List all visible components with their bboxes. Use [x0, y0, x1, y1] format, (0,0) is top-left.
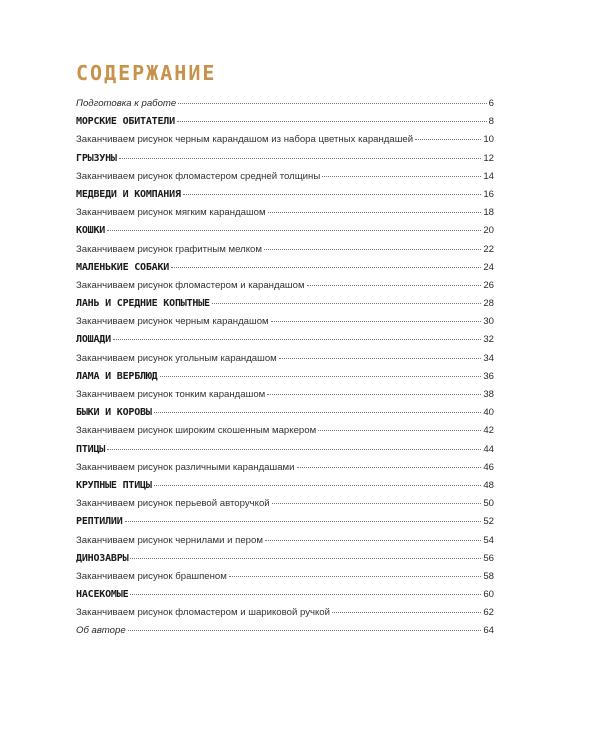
toc-entry-row[interactable] — [76, 568, 494, 586]
toc-entry-label: Заканчиваем рисунок графитным мелком — [76, 243, 262, 255]
toc-page-number: 6 — [488, 98, 494, 109]
toc-list — [76, 95, 494, 641]
toc-page-number: 28 — [483, 298, 494, 310]
toc-chapter-row[interactable] — [76, 550, 494, 568]
toc-chapter-row[interactable] — [76, 331, 494, 349]
toc-page-number: 52 — [483, 516, 494, 528]
toc-entry-label: Заканчиваем рисунок тонким карандашом — [76, 389, 266, 400]
toc-chapter-row[interactable] — [76, 513, 494, 531]
toc-page-number: 14 — [483, 170, 494, 182]
dot-leader — [160, 376, 482, 377]
toc-page-number: 26 — [483, 279, 494, 291]
toc-entry-row[interactable] — [76, 313, 494, 331]
dot-leader — [178, 103, 486, 104]
toc-chapter-row[interactable] — [76, 586, 494, 604]
toc-entry-label: Заканчиваем рисунок широким скошенным маркером — [76, 425, 317, 437]
dot-leader — [107, 449, 481, 450]
dot-leader — [171, 267, 481, 268]
toc-entry-row[interactable] — [76, 422, 494, 440]
toc-entry-label: РЕПТИЛИИ — [76, 516, 123, 528]
toc-entry-row[interactable] — [76, 459, 494, 477]
toc-entry-row[interactable] — [76, 350, 494, 368]
toc-page-number: 40 — [483, 407, 494, 419]
toc-page-number: 22 — [483, 243, 494, 255]
toc-chapter-row[interactable] — [76, 368, 494, 386]
toc-page-number: 34 — [483, 352, 494, 364]
toc-entry-label: Об авторе — [76, 625, 126, 637]
toc-page-number: 20 — [483, 225, 494, 237]
toc-chapter-row[interactable] — [76, 150, 494, 168]
toc-entry-label: МЕДВЕДИ И КОМПАНИЯ — [76, 188, 181, 200]
toc-page-number: 36 — [483, 370, 494, 382]
toc-entry-label: ЛАМА И ВЕРБЛЮД — [76, 370, 158, 382]
toc-entry-label: Заканчиваем рисунок мягким карандашом — [76, 207, 266, 219]
dot-leader — [107, 230, 481, 231]
toc-entry-label: Заканчиваем рисунок чернилами и пером — [76, 534, 263, 546]
dot-leader — [307, 285, 482, 286]
toc-entry-label: ЛОШАДИ — [76, 334, 111, 346]
toc-page-number: 18 — [483, 207, 494, 219]
toc-entry-label: Заканчиваем рисунок фломастером средней толщины — [76, 170, 321, 182]
dot-leader — [113, 339, 481, 340]
toc-page-number: 54 — [483, 534, 494, 546]
toc-entry-label: МАЛЕНЬКИЕ СОБАКИ — [76, 261, 170, 273]
toc-entry-label: Заканчиваем рисунок черным карандашом из набора цветных карандашей — [76, 134, 414, 146]
dot-leader — [332, 612, 481, 613]
dot-leader — [415, 139, 481, 140]
toc-entry-label: ЛАНЬ И СРЕДНИЕ КОПЫТНЫЕ — [76, 298, 210, 310]
toc-entry-row[interactable] — [76, 131, 494, 149]
toc-page-number: 46 — [483, 461, 494, 473]
toc-page-number: 24 — [483, 261, 494, 273]
dot-leader — [128, 630, 482, 631]
toc-page-number: 32 — [483, 334, 494, 346]
dot-leader — [229, 576, 481, 577]
toc-chapter-row[interactable] — [76, 186, 494, 204]
dot-leader — [322, 176, 481, 177]
dot-leader — [318, 430, 481, 431]
toc-entry-label: Заканчиваем рисунок фломастером и карандашом — [76, 279, 305, 291]
toc-entry-label: Заканчиваем рисунок фломастером и шариковой ручкой — [76, 607, 331, 619]
dot-leader — [265, 540, 481, 541]
toc-entry-row[interactable] — [76, 168, 494, 186]
toc-entry-row[interactable] — [76, 204, 494, 222]
toc-entry-label: ПТИЦЫ — [76, 443, 106, 455]
toc-page-number: 38 — [483, 389, 494, 400]
toc-chapter-row[interactable] — [76, 441, 494, 459]
dot-leader — [183, 194, 482, 195]
toc-entry-row[interactable] — [76, 604, 494, 622]
page-title: СОДЕРЖАНИЕ — [76, 61, 217, 85]
toc-entry-label: Заканчиваем рисунок черным карандашом — [76, 316, 269, 328]
toc-entry-row[interactable] — [76, 532, 494, 550]
toc-page-number: 64 — [483, 625, 494, 637]
dot-leader — [130, 594, 481, 595]
toc-page-number: 56 — [483, 552, 494, 564]
toc-entry-label: БЫКИ И КОРОВЫ — [76, 407, 152, 419]
toc-entry-label: Подготовка к работе — [76, 98, 177, 109]
toc-entry-label: Заканчиваем рисунок перьевой авторучкой — [76, 498, 270, 510]
dot-leader — [154, 412, 482, 413]
toc-entry-label: НАСЕКОМЫЕ — [76, 589, 129, 601]
toc-entry-row[interactable] — [76, 95, 494, 113]
dot-leader — [212, 303, 481, 304]
toc-chapter-row[interactable] — [76, 404, 494, 422]
dot-leader — [130, 558, 481, 559]
toc-page-number: 48 — [483, 479, 494, 491]
dot-leader — [264, 249, 481, 250]
toc-page — [76, 58, 494, 641]
toc-page-number: 8 — [488, 116, 494, 128]
dot-leader — [297, 467, 482, 468]
toc-page-number: 62 — [483, 607, 494, 619]
dot-leader — [267, 394, 481, 395]
dot-leader — [268, 212, 482, 213]
toc-chapter-row[interactable] — [76, 113, 494, 131]
toc-chapter-row[interactable] — [76, 295, 494, 313]
toc-page-number: 50 — [483, 498, 494, 510]
toc-entry-label: КРУПНЫЕ ПТИЦЫ — [76, 479, 152, 491]
toc-entry-row[interactable] — [76, 386, 494, 404]
dot-leader — [119, 158, 482, 159]
toc-chapter-row[interactable] — [76, 222, 494, 240]
dot-leader — [272, 503, 482, 504]
toc-entry-row[interactable] — [76, 241, 494, 259]
toc-entry-row[interactable] — [76, 277, 494, 295]
toc-page-number: 16 — [483, 188, 494, 200]
toc-page-number: 58 — [483, 570, 494, 582]
toc-page-number: 42 — [483, 425, 494, 437]
toc-entry-label: ГРЫЗУНЫ — [76, 152, 117, 164]
toc-entry-label: Заканчиваем рисунок угольным карандашом — [76, 352, 277, 364]
toc-chapter-row[interactable] — [76, 477, 494, 495]
toc-page-number: 30 — [483, 316, 494, 328]
toc-entry-label: Заканчиваем рисунок различными карандашами — [76, 461, 295, 473]
toc-page-number: 12 — [483, 152, 494, 164]
dot-leader — [271, 321, 482, 322]
toc-entry-label: КОШКИ — [76, 225, 106, 237]
toc-entry-label: МОРСКИЕ ОБИТАТЕЛИ — [76, 116, 175, 128]
dot-leader — [154, 485, 482, 486]
toc-entry-label: ДИНОЗАВРЫ — [76, 552, 129, 564]
toc-entry-row[interactable] — [76, 622, 494, 640]
dot-leader — [177, 121, 487, 122]
dot-leader — [125, 521, 482, 522]
dot-leader — [279, 358, 482, 359]
toc-chapter-row[interactable] — [76, 259, 494, 277]
toc-entry-row[interactable] — [76, 495, 494, 513]
toc-entry-label: Заканчиваем рисунок брашпеном — [76, 570, 227, 582]
toc-page-number: 60 — [483, 589, 494, 601]
toc-page-number: 10 — [483, 134, 494, 146]
toc-page-number: 44 — [483, 443, 494, 455]
